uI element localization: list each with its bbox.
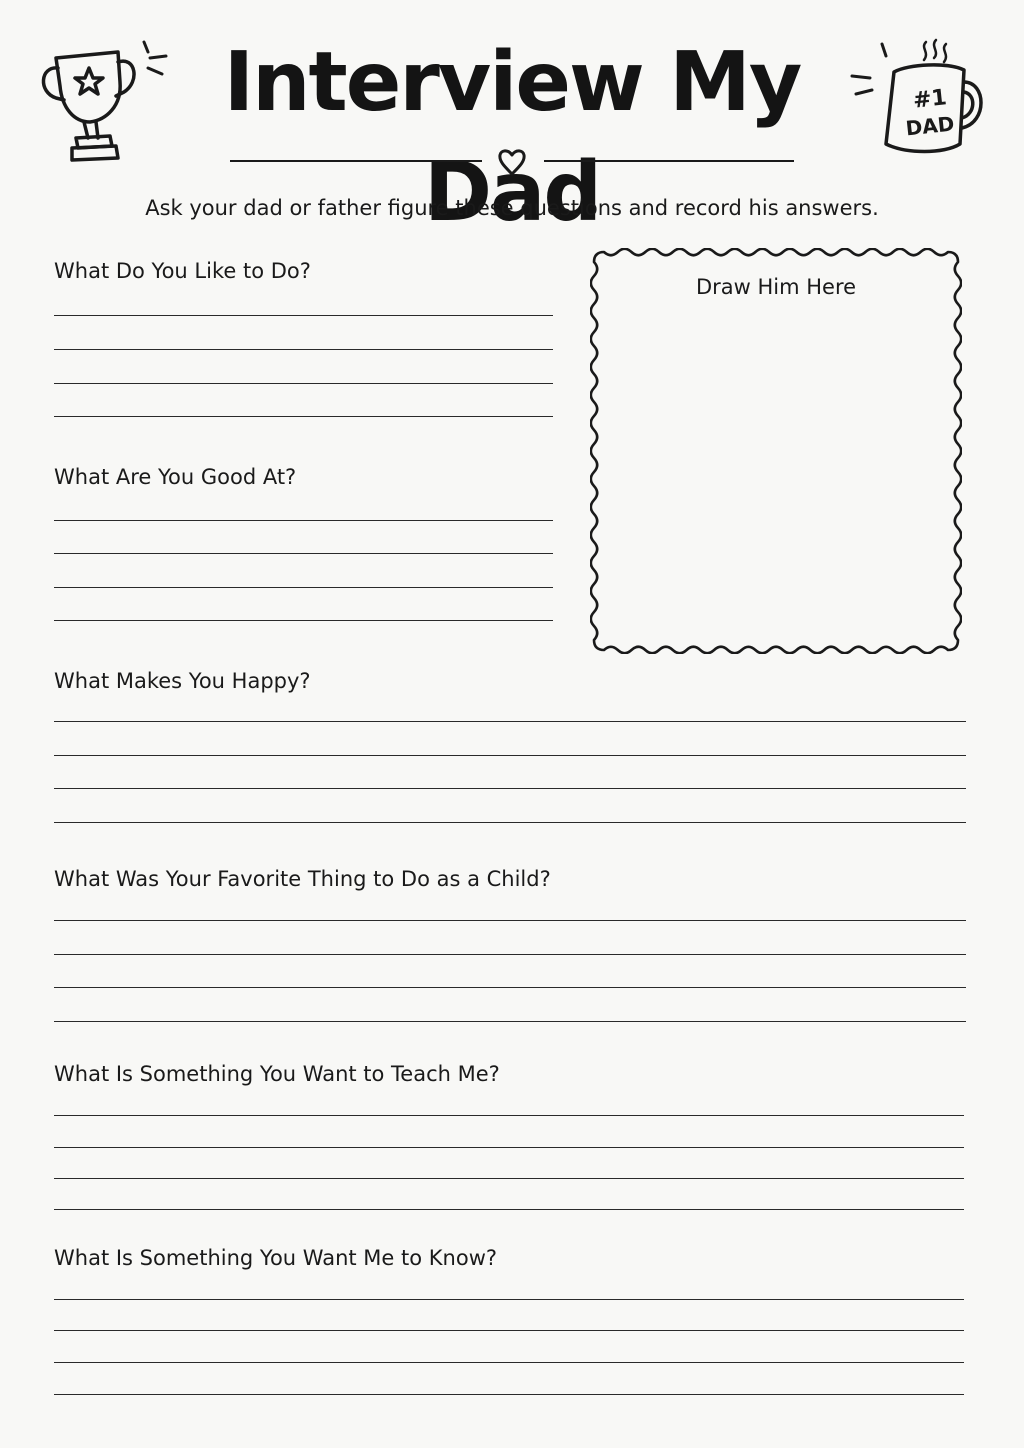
mug-text-number: #1 — [911, 85, 949, 114]
answer-line[interactable] — [54, 553, 553, 554]
question-makes-happy: What Makes You Happy? — [54, 669, 311, 693]
answer-line[interactable] — [54, 1115, 964, 1116]
question-good-at: What Are You Good At? — [54, 465, 297, 489]
question-teach-me: What Is Something You Want to Teach Me? — [54, 1062, 500, 1086]
instructions: Ask your dad or father figure these questions and record his answers. — [145, 196, 879, 220]
answer-line[interactable] — [54, 315, 553, 316]
question-like-to-do: What Do You Like to Do? — [54, 259, 311, 283]
answer-line[interactable] — [54, 620, 553, 621]
question-favorite-as-child: What Was Your Favorite Thing to Do as a Child? — [54, 867, 551, 891]
answer-line[interactable] — [54, 987, 966, 988]
answer-line[interactable] — [54, 1330, 964, 1331]
mug-icon — [848, 36, 994, 166]
mug-text-dad: DAD — [904, 111, 956, 141]
answer-line[interactable] — [54, 587, 553, 588]
answer-line[interactable] — [54, 1021, 966, 1022]
answer-line[interactable] — [54, 1147, 964, 1148]
answer-line[interactable] — [54, 1362, 964, 1363]
drawing-box-border — [591, 249, 961, 653]
drawing-box[interactable] — [590, 248, 962, 654]
answer-line[interactable] — [54, 920, 966, 921]
answer-line[interactable] — [54, 383, 553, 384]
trophy-icon — [36, 38, 176, 168]
answer-line[interactable] — [54, 349, 553, 350]
answer-line[interactable] — [54, 1209, 964, 1210]
heart-icon — [496, 146, 528, 178]
answer-line[interactable] — [54, 1394, 964, 1395]
page-title: Interview My Dad — [223, 35, 801, 240]
title-rule-right — [544, 160, 794, 162]
question-want-me-to-know: What Is Something You Want Me to Know? — [54, 1246, 498, 1270]
answer-line[interactable] — [54, 755, 966, 756]
answer-line[interactable] — [54, 788, 966, 789]
answer-line[interactable] — [54, 822, 966, 823]
drawing-box-label: Draw Him Here — [695, 275, 857, 299]
answer-line[interactable] — [54, 520, 553, 521]
title-rule-left — [230, 160, 482, 162]
answer-line[interactable] — [54, 954, 966, 955]
answer-line[interactable] — [54, 1299, 964, 1300]
answer-line[interactable] — [54, 1178, 964, 1179]
answer-line[interactable] — [54, 416, 553, 417]
answer-line[interactable] — [54, 721, 966, 722]
